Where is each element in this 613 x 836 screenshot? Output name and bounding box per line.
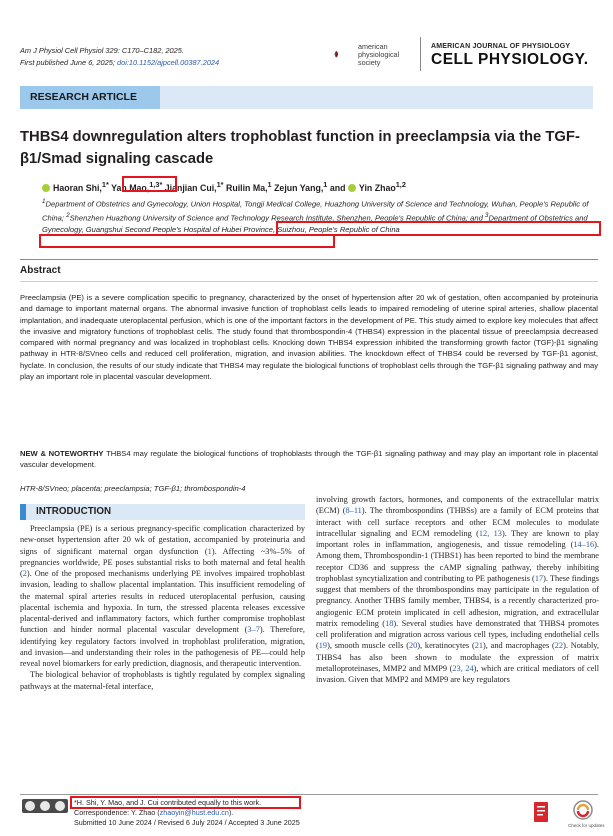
affiliation-2: Shenzhen Huazhong University of Science and Technology Research Institute, Shenzhen, People's Republic of China; and	[69, 213, 483, 223]
affiliation-1: Department of Obstetrics and Gynecology, Union Hospital, Tongji Medical College, Huazhong University of Science and Technology, Wuhan, People's Republic of China;	[42, 199, 589, 223]
orcid-icon[interactable]	[42, 184, 50, 192]
body-text: ), which are critical mediators of cell invasion. Given that MMP2 and MMP9 are key regulators	[316, 663, 599, 684]
equal-contribution-note: *H. Shi, Y. Mao, and J. Cui contributed equally to this work.	[74, 798, 262, 807]
new-noteworthy-label: NEW & NOTEWORTHY	[20, 449, 104, 458]
doi-link[interactable]: doi:10.1152/ajpcell.00387.2024	[116, 57, 220, 67]
author-conjunction: and	[329, 182, 346, 193]
citation-line: Am J Physiol Cell Physiol 329: C170–C182, 2025.	[20, 46, 184, 55]
body-text: involving growth factors, hormones, and components of the extracellular matrix (ECM) (	[316, 495, 599, 516]
reference-link[interactable]: 19	[318, 641, 328, 651]
body-text: ). Affecting ~3%–5% of pregnancies worldwide, PE poses substantial risks to both maternal and fetal health (	[20, 546, 305, 578]
author-name[interactable]: Yin Zhao	[358, 182, 396, 193]
author-affiliation-mark: 1*	[101, 180, 109, 189]
intro-paragraph	[316, 494, 599, 685]
society-name-line: society	[358, 58, 381, 67]
affiliation-3: Department of Obstetrics and Gynecology, Guangshui Second People's Hospital of Hubei Province, Suizhou, People's Republic of China	[42, 213, 588, 234]
author-name[interactable]: Yan Mao,	[111, 182, 150, 193]
aps-logo-icon	[333, 40, 357, 70]
author-name[interactable]: Ruilin Ma,	[225, 182, 268, 193]
correspondence-line	[74, 808, 300, 818]
reference-link[interactable]: 23, 24	[452, 663, 474, 673]
intro-left-column	[20, 523, 305, 692]
body-text: ), smooth muscle cells (	[327, 641, 409, 651]
intro-paragraph	[20, 523, 305, 669]
new-noteworthy-text: THBS4 may regulate the biological functions of trophoblasts through the TGF-β1 signaling pathway and may play an important role in placental vascular development.	[20, 449, 598, 470]
author-affiliation-mark: 1	[323, 180, 328, 189]
submission-dates: Submitted 10 June 2024 / Revised 6 July 2024 / Accepted 3 June 2025	[74, 818, 300, 827]
intro-right-column	[316, 494, 599, 685]
highlight-box-affiliation	[39, 234, 335, 248]
author-name[interactable]: Jianjian Cui,	[164, 182, 217, 193]
author-affiliation-mark: 1,3*	[149, 180, 163, 189]
reference-link[interactable]: 3–7	[247, 625, 260, 635]
affiliations: $^1$Department of Obstetrics and Gynecology, Union Hospital, Tongji Medical College, Huazhong University of Science and Technology, Wuhan, People's Republic of China; $^2$Shenzhen Huazhong University of Science and Technology Research Institute, Shenzhen, People's Republic of China; and $^3$Department of Obstetrics and Gynecology, Guangshui Second People's Hospital of Hubei Province, Suizhou, People's Republic of China	[42, 198, 589, 234]
journal-name-small: AMERICAN JOURNAL OF PHYSIOLOGY	[431, 43, 571, 50]
reference-link[interactable]: 1	[207, 546, 212, 556]
body-text: ), keratinocytes (	[417, 641, 475, 651]
highlight-box-author	[122, 176, 177, 192]
body-text: Preeclampsia (PE) is a serious pregnancy-specific complication characterized by new-onset hypertension after 20 wk of gestation, accompanied by proteinuria and signs of significant maternal organ dysfunction (	[20, 524, 305, 556]
intro-paragraph: The biological behavior of trophoblasts is tightly regulated by complex signaling pathways at the maternal-fetal interface,	[20, 670, 305, 691]
body-text: ). These findings suggest that members of the thrombospondins may participate in the regulation of pregnancy. Another THBS family member, THBS4, is a recently characterized pro-angiogenic ECM protein implicated in cell adhesion, migration, and extracellular matrix remodeling (	[316, 573, 599, 628]
citation-block	[20, 45, 219, 68]
body-text: ). One of the proposed mechanisms underlying PE involves impaired trophoblast invasion, leading to shallow placental implantation. This insufficient remodeling of the maternal spiral arteries results in reduced uteroplacental perfusion, causing placental ischemia and hypoxia. In turn, the stressed placenta releases excessive placental-derived and inflammatory factors, which further compromise trophoblast function and hinder normal placental vascular development (	[20, 569, 305, 635]
society-name	[358, 43, 399, 67]
body-text: ). Among them, Thrombospondin-1 (THBS1) has been reported to bind the membrane receptor CD36 and suppress the cAMP signaling pathway, thereby inhibiting trophoblast syncytialization and contributing to PE pathogenesis (	[316, 540, 599, 583]
body-text: ). Notably, THBS4 has also been shown to modulate the expression of matrix metalloproteinases, MMP2 and MMP9 (	[316, 641, 599, 673]
reference-link[interactable]: 2	[22, 569, 27, 578]
cc-license-icon[interactable]	[22, 799, 68, 813]
body-text: ), and macrophages (	[483, 641, 555, 651]
reference-link[interactable]: 22	[554, 641, 564, 651]
body-text: ). Therefore, identifying key regulatory factors involved in trophoblast proliferation, migration, and invasion—and understanding their roles in the pathogenesis of PE—could help reveal novel biomarkers for early prediction, diagnosis, and therapeutic intervention.	[20, 625, 305, 668]
reference-link[interactable]: 17	[534, 573, 544, 583]
body-text: ). The thrombospondins (THBSs) are a family of ECM proteins that interact with cell surface receptors and other ECM molecules to modulate intracellular signaling and ECM remodeling (	[316, 506, 599, 538]
correspondence-suffix: ).	[228, 808, 234, 817]
check-for-updates-icon[interactable]	[572, 799, 594, 823]
reference-link[interactable]: 20	[409, 641, 418, 651]
section-label: RESEARCH ARTICLE	[20, 86, 160, 109]
author-list	[42, 180, 406, 193]
intro-accent-bar	[20, 504, 26, 520]
reference-link[interactable]: 18	[385, 618, 394, 628]
intro-heading: INTRODUCTION	[36, 506, 112, 517]
footer-rule	[20, 794, 598, 795]
reference-link[interactable]: 12, 13	[478, 528, 502, 538]
reproducibility-icon[interactable]	[533, 801, 549, 823]
check-for-updates-label[interactable]: Check for updates	[568, 823, 605, 828]
body-text: ). They are known to play important roles in inflammation, angiogenesis, and tissue remodeling (	[316, 528, 599, 549]
header-divider	[420, 37, 421, 71]
author-affiliation-mark: 1*	[216, 180, 224, 189]
body-text: ). Several studies have demonstrated that THBS4 promotes cell proliferation and migration across various cell types, including endothelial cells (	[316, 618, 599, 651]
published-text: First published June 6, 2025;	[20, 57, 117, 67]
publication-date-line	[20, 57, 219, 69]
reference-link[interactable]: 14–16	[573, 540, 595, 549]
article-title: THBS4 downregulation alters trophoblast function in preeclampsia via the TGF-β1/Smad signaling cascade	[20, 129, 580, 167]
keywords: HTR-8/SVneo; placenta; preeclampsia; TGF-β1; thrombospondin-4	[20, 484, 246, 493]
highlight-box-footnote	[70, 796, 301, 809]
author-affiliation-mark: 1	[267, 180, 272, 189]
society-name-line: physiological	[358, 50, 400, 59]
reference-link[interactable]: 21	[474, 641, 484, 651]
author-affiliation-mark: 1,2	[395, 180, 406, 189]
correspondence-label: Correspondence: Y. Zhao (	[74, 808, 160, 817]
orcid-icon[interactable]	[348, 184, 356, 192]
new-noteworthy	[20, 448, 598, 471]
reference-link[interactable]: 8–11	[345, 506, 362, 516]
abstract-text: Preeclampsia (PE) is a severe complication specific to pregnancy, characterized by the onset of hypertension after 20 wk of gestation, often accompanied by proteinuria and damage to important maternal organs. The abnormal invasive function of trophoblast cells leads to impaired remodeling of uterine spiral arteries, shallow placental implantation, and inadequate uteroplacental perfusion, which is one of the important factors in the development of PE. This study aimed to explore key molecules that affect the invasive and migratory functions of trophoblast cells. The study found that thrombospondin-4 (THBS4) expression in the placental tissue of preeclampsia decreased compared with normal pregnancy and was localized in trophoblast cells. Knocking down THBS4 expression inhibited the transforming growth factor (TGF)-β1 signaling pathway in HTR-8/SVneo cells and reduced cell proliferation, migration, and invasion abilities. The knockdown effect of THBS4 could be reversed by TGF-β1 agonist, hyclate. In conclusion, the results of our study indicate that THBS4 may regulate the biological functions of trophoblast cells through the TGF-β1 signaling pathway and may play an important role in placental vascular development.	[20, 293, 598, 382]
abstract-heading: Abstract	[20, 265, 61, 276]
author-name[interactable]: Zejun Yang,	[274, 182, 324, 193]
society-name-line: american	[358, 42, 388, 51]
author-name[interactable]: Haoran Shi,	[53, 182, 102, 193]
journal-name-big: CELL PHYSIOLOGY.	[431, 51, 589, 68]
correspondence-email[interactable]: zhaoyin@hust.edu.cn	[159, 808, 229, 817]
abstract-rule	[20, 281, 598, 282]
abstract-rule	[20, 259, 598, 260]
